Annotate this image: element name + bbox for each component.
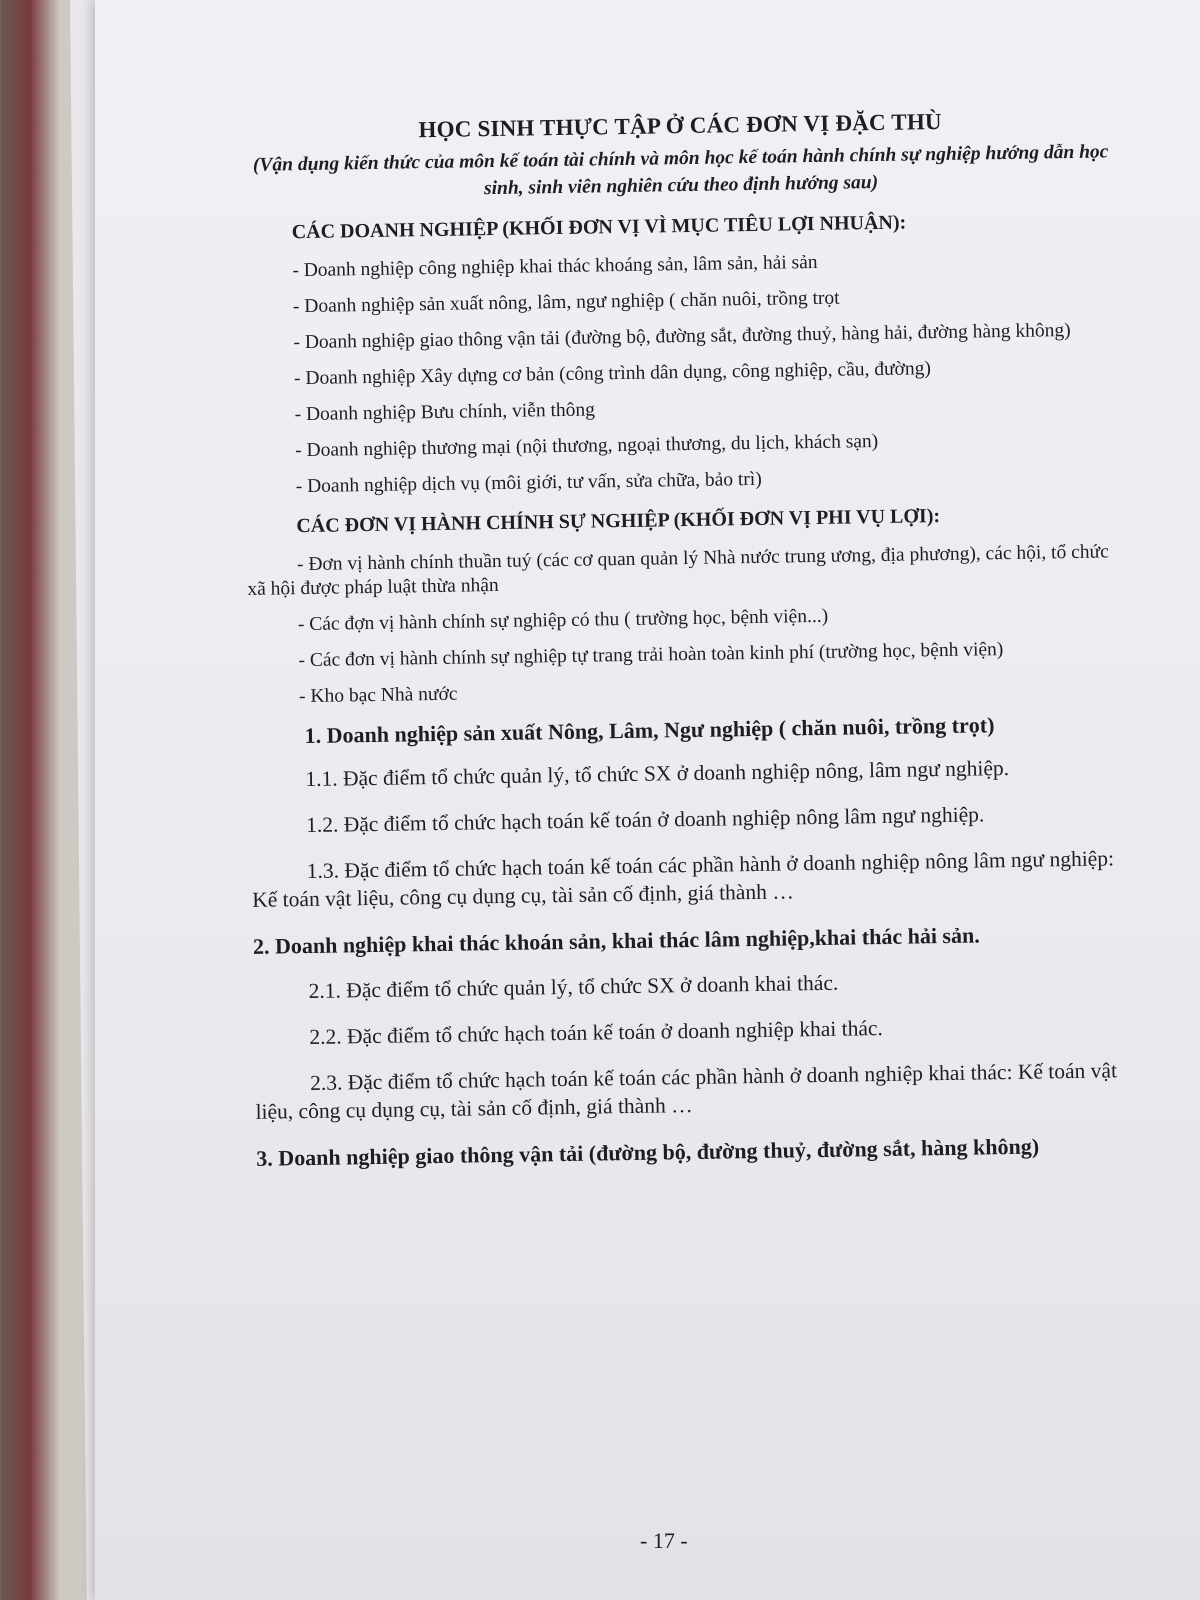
group1-item: - Doanh nghiệp sản xuất nông, lâm, ngư nghiệp ( chăn nuôi, trồng trọt [292, 287, 840, 318]
group1-item: - Doanh nghiệp giao thông vận tải (đường bộ, đường sắt, đường thuỷ, hàng hải, đường hàng không) [293, 319, 1071, 354]
section1-item: 1.1. Đặc điểm tổ chức quản lý, tổ chức SX ở doanh nghiệp nông, lâm ngư nghiệp. [305, 756, 1010, 792]
document-title: HỌC SINH THỰC TẬP Ở CÁC ĐƠN VỊ ĐẶC THÙ [418, 108, 942, 143]
group1-item: - Doanh nghiệp Bưu chính, viễn thông [294, 399, 596, 426]
section1-item: 1.3. Đặc điểm tổ chức hạch toán kế toán các phần hành ở doanh nghiệp nông lâm ngư nghiệp: Kế toán vật liệu, công cụ dụng cụ, tài sản cố định, giá thành … [252, 846, 1115, 912]
group1-item: - Doanh nghiệp thương mại (nội thương, ngoại thương, du lịch, khách sạn) [295, 431, 879, 462]
group2-item: - Các đơn vị hành chính sự nghiệp tự trang trải hoàn toàn kinh phí (trường học, bệnh viện) [298, 639, 1004, 672]
page-content [240, 106, 1137, 1190]
section2-heading: 2. Doanh nghiệp khai thác khoán sản, khai thác lâm nghiệp,khai thác hải sản. [252, 922, 980, 959]
section1-item: 1.2. Đặc điểm tổ chức hạch toán kế toán ở doanh nghiệp nông lâm ngư nghiệp. [305, 802, 985, 838]
group2-item: - Các đợn vị hành chính sự nghiệp có thu ( trường học, bệnh viện...) [297, 605, 829, 636]
group1-item: - Doanh nghiệp công nghiệp khai thác khoáng sản, lâm sản, hải sản [292, 251, 818, 282]
document-subtitle: (Vận dụng kiến thức của môn kế toán tài chính và môn học kế toán hành chính sự nghiệp hướng dẫn học sinh, sinh viên nghiên cứu theo định hướng sau) [252, 141, 1109, 200]
group1-heading: CÁC DOANH NGHIỆP (KHỐI ĐƠN VỊ VÌ MỤC TIÊU LỢI NHUẬN): [291, 211, 907, 244]
page-number: - 17 - [640, 1528, 688, 1553]
section2-item: 2.1. Đặc điểm tổ chức quản lý, tổ chức SX ở doanh khai thác. [308, 970, 839, 1004]
section2-item: 2.3. Đặc điểm tổ chức hạch toán kế toán các phần hành ở doanh nghiệp khai thác: Kế toán vật liệu, công cụ dụng cụ, tài sản cố định, giá thành … [255, 1058, 1118, 1124]
section2-item: 2.2. Đặc điểm tổ chức hạch toán kế toán ở doanh nghiệp khai thác. [309, 1016, 884, 1050]
group1-item: - Doanh nghiệp dịch vụ (môi giới, tư vấn, sửa chữa, bảo trì) [295, 468, 762, 498]
group2-item: - Kho bạc Nhà nước [298, 683, 458, 708]
group1-item: - Doanh nghiệp Xây dựng cơ bản (công trình dân dụng, công nghiệp, cầu, đường) [293, 358, 932, 390]
section3-heading: 3. Doanh nghiệp giao thông vận tải (đường bộ, đường thuỷ, đường sắt, hàng không) [256, 1133, 1040, 1171]
section1-heading: 1. Doanh nghiệp sản xuất Nông, Lâm, Ngư nghiệp ( chăn nuôi, trồng trọt) [304, 712, 995, 749]
group2-heading: CÁC ĐƠN VỊ HÀNH CHÍNH SỰ NGHIỆP (KHỐI ĐƠN VỊ PHI VỤ LỢI): [296, 505, 941, 538]
group2-item: - Đơn vị hành chính thuần tuý (các cơ quan quản lý Nhà nước trung ương, địa phương), các hội, tổ chức xã hội được pháp luật thừa nhận [247, 541, 1109, 600]
document-page [95, 0, 1200, 1600]
